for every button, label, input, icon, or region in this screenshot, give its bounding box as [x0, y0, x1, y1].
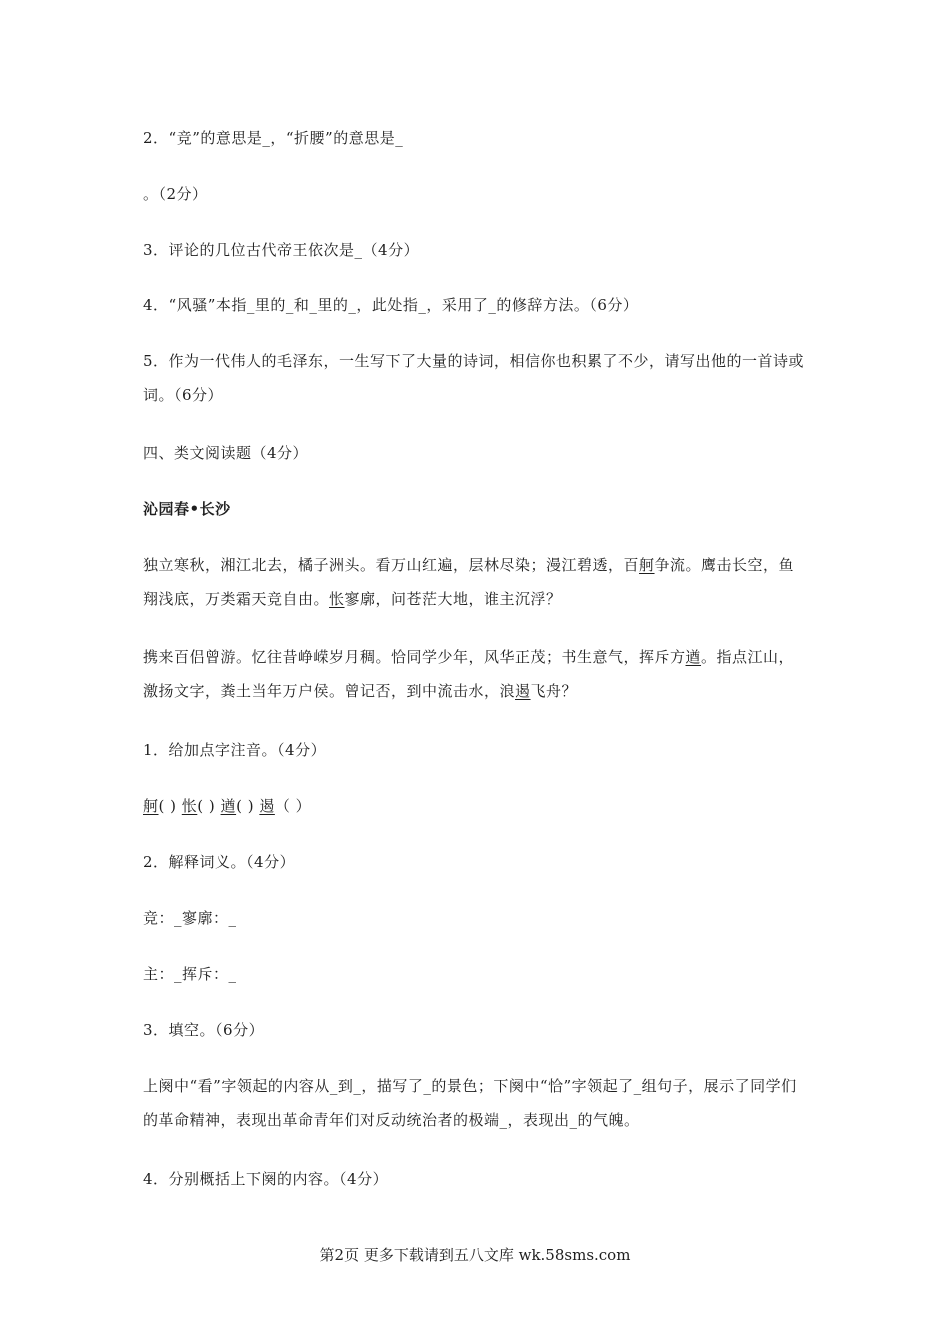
blank-2: ( )	[197, 797, 216, 815]
stanza-2-text-b: 。指点江山，激扬文字，粪土当年万户侯。曾记否，到中流击水，浪	[143, 648, 795, 700]
blank-char-3: 遒	[220, 797, 237, 815]
sub-question-1: 1．给加点字注音。（4分）	[143, 741, 327, 759]
blank-4: （ ）	[274, 797, 312, 815]
marked-char-ge: 舸	[639, 556, 655, 574]
sub-question-2: 2．解释词义。（4分）	[143, 853, 296, 871]
stanza-2-text-c: 飞舟？	[530, 682, 578, 700]
poem-title: 沁园春•长沙	[143, 500, 231, 518]
blank-3: ( )	[236, 797, 255, 815]
question-5: 5．作为一代伟人的毛泽东，一生写下了大量的诗词，相信你也积累了不少，请写出他的一首诗或词。（6分）	[143, 352, 805, 404]
sub-question-4: 4．分别概括上下阕的内容。（4分）	[143, 1170, 389, 1188]
sub-question-2-line-2: 主：_挥斥：_	[143, 965, 237, 983]
stanza-2-text-a: 携来百侣曾游。忆往昔峥嵘岁月稠。恰同学少年，风华正茂；书生意气，挥斥方	[143, 648, 686, 666]
marked-char-qiu: 遒	[685, 648, 702, 666]
question-2-line-1: 2．“竞”的意思是_，“折腰”的意思是_	[143, 129, 404, 147]
blank-char-1: 舸	[143, 797, 159, 815]
blank-char-2: 怅	[181, 797, 198, 815]
question-4: 4．“风骚”本指_里的_和_里的_，此处指_，采用了_的修辞方法。（6分）	[143, 296, 639, 314]
blank-char-4: 遏	[259, 797, 275, 815]
question-2-line-2: 。（2分）	[143, 185, 208, 203]
marked-char-e: 遏	[515, 682, 531, 700]
stanza-1-text-c: 寥廓，问苍茫大地，谁主沉浮？	[344, 590, 562, 608]
page-footer: 第2页 更多下载请到五八文库 wk.58sms.com	[319, 1246, 631, 1264]
question-3: 3．评论的几位古代帝王依次是_（4分）	[143, 241, 420, 259]
marked-char-chang: 怅	[329, 590, 345, 608]
blank-1: ( )	[158, 797, 177, 815]
poem-stanza-2	[143, 640, 808, 708]
stanza-1-text-a: 独立寒秋，湘江北去，橘子洲头。看万山红遍，层林尽染；漫江碧透，百	[143, 556, 640, 574]
section-4-heading: 四、类文阅读题（4分）	[143, 444, 309, 462]
sub-question-2-line-1: 竞：_寥廓：_	[143, 909, 237, 927]
poem-stanza-1	[143, 548, 808, 616]
sub-question-3-body: 上阕中“看”字领起的内容从_到_，描写了_的景色；下阕中“恰”字领起了_组句子，展示了同学们的革命精神，表现出革命青年们对反动统治者的极端_，表现出_的气魄。	[143, 1077, 797, 1129]
sub-question-3: 3．填空。（6分）	[143, 1021, 265, 1039]
pinyin-blanks	[143, 789, 808, 823]
stanza-1-text-b: 争流。鹰击长空，鱼翔浅底，万类霜天竞自由。	[143, 556, 795, 608]
